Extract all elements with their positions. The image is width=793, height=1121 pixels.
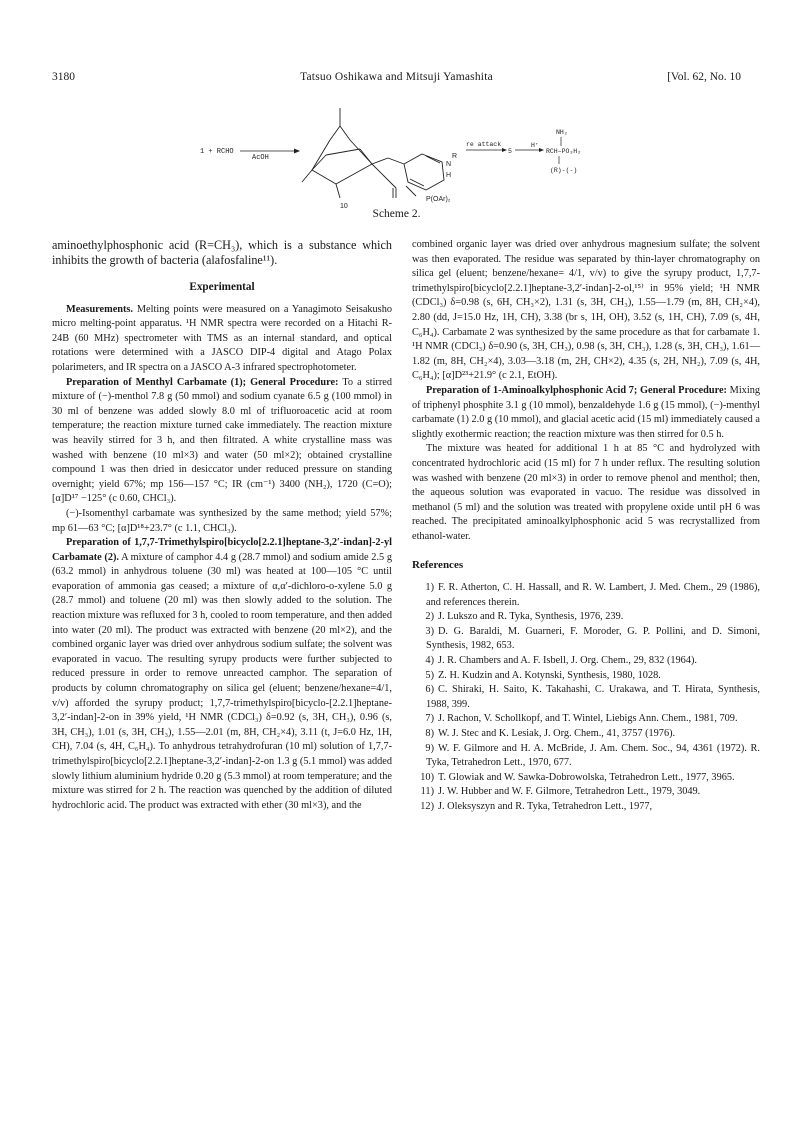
scheme-h-label: H	[446, 172, 452, 179]
scheme-substituent: P(OAr)₂	[426, 196, 451, 203]
prep-menthyl-text: To a stirred mixture of (−)-menthol 7.8 g (50 mmol) and sodium cyanate 6.5 g (100 mmol) in 30 ml of benzene was added slowly 8.0 ml of trifluoroacetic acid at room temperature; the reaction mixture turned cake immediately. The reaction mixture was heavily stirred for 3 h, and then filtrated. A white crystalline mass was washed with benzene (10 ml×3) and water (50 ml×2); obtained crystalline compound 1 was then dried in desiccator under reduced pressure on standing overnight; yield 67%; mp 156—157 °C; IR (cm⁻¹) 3400 (NH₂), 1720 (C=O); [α]D¹⁷ −125° (c 0.60, CHCl₃).	[52, 376, 393, 505]
left-column	[52, 238, 392, 813]
prep-spiro-text: A mixture of camphor 4.4 g (28.7 mmol) and sodium amide 2.5 g (63.2 mmol) in anhydrous toluene (30 ml) was heated at 100—105 °C until evaporation of ammonia gas ceased; a mixture of α,α′-dichloro-o-xylene 5.0 g (28.7 mmol) and toluene (20 ml) was then slowly added to the solution. The reaction mixture was refluxed for 3 h, cooled to room temperature, and then added into water (20 ml). The product was extracted with benzene (20 ml×2), and the combined organic layer was dried over anhydrous sodium sulfate; the solvent was evaporated in vacuo. The resulting syrupy products were further subjected to reduced pressure in order to remove unreacted camphor. The separation of products by column chromatography on silica gel (eluent; benzene/hexane=4/1, v/v) afforded the syrupy product; 1,7,7-trimethylspiro[bicyclo-[2.2.1]heptane-3,2′-indan]-2-on in 39% yield, ¹H NMR (CDCl₃) δ=0.92 (s, 3H, CH₃), 0.96 (s, 3H, CH₃), 1.01 (s, 3H, CH₃), 1.55—2.01 (m, 8H, CH₂×4), 3.11 (t, J=6.0 Hz, 1H, CH), 7.04 (s, 4H, C₆H₄). To anhydrous tetrahydrofuran (10 ml) solution of 1,7,7-trimethylspiro[bicyclo[2.2.1]heptane-3,2′-indan]-2-on 1.3 g (5.1 mmol) was added slowly lithium aluminium hydride 0.20 g (5.3 mmol) at room temperature; and the mixture was stirred for 2 h. The reaction was quenched by the addition of diluted hydrochloric acid. The product was extracted with ether (30 ml×3), and the	[52, 551, 392, 811]
scheme-arrow-3-head	[539, 148, 544, 152]
reference-text: W. J. Stec and K. Lesiak, J. Org. Chem., 41, 3757 (1976).	[438, 728, 676, 739]
reference-number: 4)	[425, 655, 434, 667]
reference-number: 10)	[420, 771, 434, 783]
amine-group: NH₂	[556, 129, 568, 136]
measurements-paragraph	[52, 303, 392, 376]
right-column	[412, 238, 760, 815]
scheme-arrow-2-head	[502, 148, 507, 152]
running-head	[52, 71, 741, 87]
reference-text: Z. H. Kudzin and A. Kotynski, Synthesis, 1980, 1028.	[438, 669, 661, 681]
reference-number: 7)	[425, 713, 434, 725]
prep-menthyl-heading: Preparation of Menthyl Carbamate (1); General Procedure:	[66, 376, 339, 388]
prep-acid-text: Mixing of triphenyl phosphite 3.1 g (10 mmol), benzaldehyde 1.6 g (15 mmol), (−)-menthyl carbamate (1) 2.0 g (10 mmol), and glacial acetic acid (15 ml) immediately caused a slightly exothermic reaction; the reaction mixture was then stirred for 0.5 h.	[412, 384, 760, 440]
reference-text: C. Shiraki, H. Saito, K. Takahashi, C. Urakawa, and T. Hirata, Synthesis, 1988, 399.	[426, 684, 760, 710]
reference-number: 1)	[425, 582, 434, 594]
reference-item	[412, 669, 760, 684]
prep-spiro-paragraph	[52, 536, 392, 813]
reference-text: D. G. Baraldi, M. Guarneri, F. Moroder, G. P. Pollini, and D. Simoni, Synthesis, 1982, 653.	[426, 625, 760, 652]
reference-item	[412, 654, 760, 669]
continued-paragraph: combined organic layer was dried over anhydrous magnesium sulfate; the solvent was then evaporated. The residue was separated by thin-layer chromatography on silica gel (eluent; benzene/hexane= 4/1, v/v) to give the syrupy product, 1,7,7-trimethylspiro[bicyclo[2.2.1]heptane-3,2′-indan]-2-ol,¹⁵⁾ in 95% yield; ¹H NMR (CDCl₃) δ=0.98 (s, 6H, CH₃×2), 1.31 (s, 3H, CH₃), 1.55—1.79 (m, 8H, CH₂×4), 2.80 (dd, J=15.0 Hz, 1H, CH), 3.38 (br s, 1H, OH), 3.52 (s, 1H, CH), 7.09 (s, 4H, C₆H₄). Carbamate 2 was synthesized by the same procedure as that for carbamate 1. ¹H NMR (CDCl₃) δ=0.90 (s, 3H, CH₃), 0.98 (s, 3H, CH₃), 1.28 (s, 3H, CH₃), 1.61—1.82 (m, 8H, CH₂×4), 3.03—3.18 (m, 2H, CH×2), 4.35 (s, 2H, NH₂), 7.09 (s, 4H, C₆H₄); [α]D²³+21.9° (c 2.1, EtOH).	[412, 239, 760, 382]
reference-item	[412, 727, 760, 742]
scheme-reagent: AcOH	[252, 154, 269, 162]
acid-label: H⁺	[531, 142, 539, 149]
reference-item	[412, 712, 760, 727]
reference-text: T. Glowiak and W. Sawka-Dobrowolska, Tetrahedron Lett., 1977, 3965.	[438, 771, 735, 783]
reference-text: J. Rachon, V. Schollkopf, and T. Wintel, Liebigs Ann. Chem., 1981, 709.	[438, 713, 738, 725]
prep-spiro-heading: Preparation of 1,7,7-Trimethylspiro[bicyclo[2.2.1]heptane-3,2′-indan]-2-yl Carbamate (2).	[52, 537, 392, 563]
running-head-authors: Tatsuo Oshikawa and Mitsuji Yamashita	[300, 71, 493, 83]
measurements-text: Melting points were measured on a Yanagimoto Seisakusho micro melting-point apparatus. ¹H NMR spectra were recorded on a Hitachi R-24B (60 MHz) spectrometer with TMS as an internal standard, and optical rotations were determined with a JASCO DIP-4 digital and Atago Polax polarimeters, and IR spectra on a JASCO A-3 infrared spectrophotometer.	[52, 303, 392, 373]
section-heading-experimental: Experimental	[189, 281, 255, 293]
reference-text: F. R. Atherton, C. H. Hassall, and R. W. Lambert, J. Med. Chem., 29 (1986), and references therein.	[426, 582, 760, 608]
reference-number: 9)	[425, 742, 434, 754]
reference-text: J. Lukszo and R. Tyka, Synthesis, 1976, 239.	[438, 611, 624, 623]
compound-number: 10	[340, 203, 348, 210]
reaction-scheme	[190, 100, 650, 210]
scheme-arrow-1-head	[294, 149, 300, 154]
intermediate-label: 5	[508, 148, 512, 155]
reference-item	[412, 742, 760, 771]
product-formula: RCH–PO₃H₂	[546, 148, 582, 155]
page-number: 3180	[52, 71, 75, 83]
reference-item	[412, 625, 760, 654]
camphor-spiro-structure	[302, 108, 444, 198]
prep-acid-paragraph	[412, 384, 760, 442]
reference-item	[412, 610, 760, 625]
volume-info: [Vol. 62, No. 10	[667, 71, 741, 83]
prep-acid-heading: Preparation of 1-Aminoalkylphosphonic Acid 7; General Procedure:	[426, 384, 727, 396]
reference-item	[412, 581, 760, 610]
scheme-caption: Scheme 2.	[372, 208, 421, 220]
reference-item	[412, 683, 760, 712]
reference-text: J. Oleksyszyn and R. Tyka, Tetrahedron Lett., 1977,	[438, 800, 653, 812]
scheme-r-label: R	[452, 153, 458, 160]
reference-number: 8)	[425, 728, 434, 739]
measurements-heading: Measurements.	[66, 303, 134, 315]
reference-item	[412, 785, 760, 800]
product-config: (R)-(-)	[550, 167, 578, 174]
references-heading: References	[412, 559, 464, 572]
reference-number: 12)	[420, 800, 434, 812]
reference-text: W. F. Gilmore and H. A. McBride, J. Am. Chem. Soc., 94, 4361 (1972). R. Tyka, Tetrahedron Lett., 1970, 677.	[426, 742, 760, 769]
heating-paragraph: The mixture was heated for additional 1 h at 85 °C and hydrolyzed with concentrated hydrochloric acid (15 ml) for 7 h under reflux. The resulting solution was washed with benzene (20 ml×3) in order to remove phenol and menthol; then, the aqueous solution was evaporated in vacuo. The residue was dissolved in methanol (5 ml) and the solution was treated with propylene oxide until pH 6 was reached. The precipitated aminoalkylphosphonic acid 5 was recrystallized from ethanol-water.	[412, 443, 760, 542]
step-label: re attack	[466, 141, 502, 148]
reference-number: 5)	[425, 669, 434, 681]
reference-item	[412, 771, 760, 786]
reference-number: 2)	[425, 611, 434, 623]
intro-paragraph: aminoethylphosphonic acid (R=CH₃), which is a substance which inhibits the growth of bacteria (alafosfaline¹¹).	[52, 238, 392, 267]
isomenthyl-paragraph: (−)-Isomenthyl carbamate was synthesized by the same method; yield 57%; mp 61—63 °C; [α]D¹⁸+23.7° (c 1.1, CHCl₃).	[52, 507, 392, 534]
reference-text: J. R. Chambers and A. F. Isbell, J. Org. Chem., 29, 832 (1964).	[438, 655, 697, 667]
reference-number: 11)	[420, 786, 434, 798]
reference-number: 6)	[425, 684, 434, 696]
reference-text: J. W. Hubber and W. F. Gilmore, Tetrahedron Lett., 1979, 3049.	[438, 786, 701, 798]
scheme-reactant: 1 + RCHO	[200, 148, 234, 156]
prep-menthyl-paragraph	[52, 376, 392, 507]
reference-number: 3)	[425, 625, 434, 637]
scheme-n-label: N	[446, 161, 452, 168]
reference-item	[412, 800, 760, 815]
reference-list	[412, 581, 760, 815]
